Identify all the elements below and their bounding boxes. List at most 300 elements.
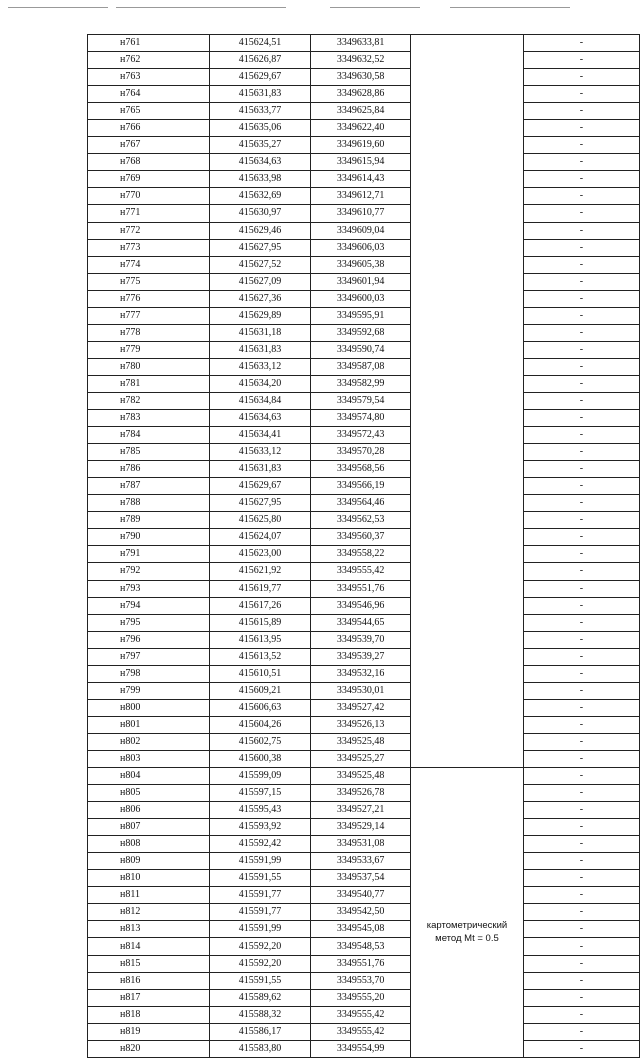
- point-name-cell: н767: [88, 137, 210, 154]
- x-coordinate-cell: 415635,27: [209, 137, 310, 154]
- table-row: [88, 972, 640, 989]
- dash-cell: -: [523, 1023, 639, 1040]
- coordinates-table-body: [88, 35, 640, 1058]
- method-cell: [411, 768, 524, 1058]
- table-row: [88, 682, 640, 699]
- dash-cell: -: [523, 375, 639, 392]
- table-row: [88, 86, 640, 103]
- x-coordinate-cell: 415604,26: [209, 716, 310, 733]
- x-coordinate-cell: 415630,97: [209, 205, 310, 222]
- dash-cell: -: [523, 870, 639, 887]
- x-coordinate-cell: 415597,15: [209, 785, 310, 802]
- x-coordinate-cell: 415621,92: [209, 563, 310, 580]
- dash-cell: -: [523, 938, 639, 955]
- x-coordinate-cell: 415631,83: [209, 86, 310, 103]
- dash-cell: -: [523, 853, 639, 870]
- table-row: [88, 597, 640, 614]
- point-name-cell: н776: [88, 290, 210, 307]
- dash-cell: -: [523, 427, 639, 444]
- table-row: [88, 870, 640, 887]
- table-row: [88, 648, 640, 665]
- table-row: [88, 716, 640, 733]
- dash-cell: -: [523, 461, 639, 478]
- y-coordinate-cell: 3349546,96: [311, 597, 411, 614]
- dash-cell: -: [523, 699, 639, 716]
- x-coordinate-cell: 415591,99: [209, 921, 310, 938]
- y-coordinate-cell: 3349542,50: [311, 904, 411, 921]
- point-name-cell: н777: [88, 307, 210, 324]
- table-row: [88, 699, 640, 716]
- table-row: [88, 239, 640, 256]
- y-coordinate-cell: 3349614,43: [311, 171, 411, 188]
- x-coordinate-cell: 415619,77: [209, 580, 310, 597]
- table-row: [88, 307, 640, 324]
- x-coordinate-cell: 415591,77: [209, 887, 310, 904]
- x-coordinate-cell: 415599,09: [209, 768, 310, 785]
- dash-cell: -: [523, 290, 639, 307]
- y-coordinate-cell: 3349590,74: [311, 341, 411, 358]
- x-coordinate-cell: 415629,46: [209, 222, 310, 239]
- dash-cell: -: [523, 580, 639, 597]
- y-coordinate-cell: 3349606,03: [311, 239, 411, 256]
- point-name-cell: н816: [88, 972, 210, 989]
- table-row: [88, 444, 640, 461]
- point-name-cell: н794: [88, 597, 210, 614]
- point-name-cell: н769: [88, 171, 210, 188]
- x-coordinate-cell: 415627,36: [209, 290, 310, 307]
- dash-cell: -: [523, 785, 639, 802]
- y-coordinate-cell: 3349605,38: [311, 256, 411, 273]
- table-row: [88, 529, 640, 546]
- table-row: [88, 580, 640, 597]
- dash-cell: -: [523, 273, 639, 290]
- table-row: [88, 614, 640, 631]
- table-row: [88, 631, 640, 648]
- table-row: [88, 103, 640, 120]
- point-name-cell: н770: [88, 188, 210, 205]
- dash-cell: -: [523, 597, 639, 614]
- x-coordinate-cell: 415592,42: [209, 836, 310, 853]
- y-coordinate-cell: 3349525,48: [311, 733, 411, 750]
- point-name-cell: н790: [88, 529, 210, 546]
- y-coordinate-cell: 3349633,81: [311, 35, 411, 52]
- table-row: [88, 938, 640, 955]
- table-row: [88, 324, 640, 341]
- y-coordinate-cell: 3349558,22: [311, 546, 411, 563]
- dash-cell: -: [523, 444, 639, 461]
- x-coordinate-cell: 415588,32: [209, 1006, 310, 1023]
- x-coordinate-cell: 415602,75: [209, 733, 310, 750]
- point-name-cell: н793: [88, 580, 210, 597]
- y-coordinate-cell: 3349533,67: [311, 853, 411, 870]
- y-coordinate-cell: 3349612,71: [311, 188, 411, 205]
- x-coordinate-cell: 415627,95: [209, 239, 310, 256]
- point-name-cell: н810: [88, 870, 210, 887]
- point-name-cell: н780: [88, 358, 210, 375]
- x-coordinate-cell: 415600,38: [209, 750, 310, 767]
- x-coordinate-cell: 415631,83: [209, 461, 310, 478]
- y-coordinate-cell: 3349595,91: [311, 307, 411, 324]
- table-row: [88, 154, 640, 171]
- table-row: [88, 768, 640, 785]
- dash-cell: -: [523, 392, 639, 409]
- y-coordinate-cell: 3349610,77: [311, 205, 411, 222]
- table-row: [88, 478, 640, 495]
- point-name-cell: н791: [88, 546, 210, 563]
- y-coordinate-cell: 3349531,08: [311, 836, 411, 853]
- x-coordinate-cell: 415615,89: [209, 614, 310, 631]
- point-name-cell: н768: [88, 154, 210, 171]
- table-row: [88, 188, 640, 205]
- y-coordinate-cell: 3349562,53: [311, 512, 411, 529]
- table-row: [88, 836, 640, 853]
- dash-cell: -: [523, 733, 639, 750]
- point-name-cell: н772: [88, 222, 210, 239]
- point-name-cell: н762: [88, 52, 210, 69]
- dash-cell: -: [523, 478, 639, 495]
- point-name-cell: н783: [88, 410, 210, 427]
- point-name-cell: н778: [88, 324, 210, 341]
- x-coordinate-cell: 415626,87: [209, 52, 310, 69]
- y-coordinate-cell: 3349600,03: [311, 290, 411, 307]
- table-row: [88, 665, 640, 682]
- table-row: [88, 410, 640, 427]
- table-row: [88, 392, 640, 409]
- point-name-cell: н792: [88, 563, 210, 580]
- table-row: [88, 989, 640, 1006]
- x-coordinate-cell: 415632,69: [209, 188, 310, 205]
- x-coordinate-cell: 415634,63: [209, 410, 310, 427]
- method-cell-upper: [411, 35, 524, 768]
- y-coordinate-cell: 3349564,46: [311, 495, 411, 512]
- point-name-cell: н817: [88, 989, 210, 1006]
- dash-cell: -: [523, 648, 639, 665]
- point-name-cell: н802: [88, 733, 210, 750]
- table-row: [88, 290, 640, 307]
- dash-cell: -: [523, 86, 639, 103]
- x-coordinate-cell: 415633,98: [209, 171, 310, 188]
- header-rule-mid: [116, 7, 286, 8]
- table-row: [88, 853, 640, 870]
- point-name-cell: н775: [88, 273, 210, 290]
- table-row: [88, 785, 640, 802]
- x-coordinate-cell: 415583,80: [209, 1040, 310, 1057]
- y-coordinate-cell: 3349539,27: [311, 648, 411, 665]
- x-coordinate-cell: 415591,55: [209, 972, 310, 989]
- y-coordinate-cell: 3349525,48: [311, 768, 411, 785]
- dash-cell: -: [523, 188, 639, 205]
- y-coordinate-cell: 3349553,70: [311, 972, 411, 989]
- x-coordinate-cell: 415586,17: [209, 1023, 310, 1040]
- y-coordinate-cell: 3349628,86: [311, 86, 411, 103]
- dash-cell: -: [523, 35, 639, 52]
- point-name-cell: н815: [88, 955, 210, 972]
- dash-cell: -: [523, 836, 639, 853]
- point-name-cell: н797: [88, 648, 210, 665]
- point-name-cell: н761: [88, 35, 210, 52]
- dash-cell: -: [523, 137, 639, 154]
- coordinates-table: [87, 34, 640, 1058]
- y-coordinate-cell: 3349555,42: [311, 1023, 411, 1040]
- table-row: [88, 955, 640, 972]
- table-row: [88, 887, 640, 904]
- table-row: [88, 1023, 640, 1040]
- table-row: [88, 358, 640, 375]
- dash-cell: -: [523, 495, 639, 512]
- point-name-cell: н812: [88, 904, 210, 921]
- dash-cell: -: [523, 563, 639, 580]
- dash-cell: -: [523, 768, 639, 785]
- point-name-cell: н803: [88, 750, 210, 767]
- dash-cell: -: [523, 716, 639, 733]
- y-coordinate-cell: 3349548,53: [311, 938, 411, 955]
- y-coordinate-cell: 3349555,42: [311, 1006, 411, 1023]
- dash-cell: -: [523, 614, 639, 631]
- dash-cell: -: [523, 819, 639, 836]
- point-name-cell: н813: [88, 921, 210, 938]
- y-coordinate-cell: 3349544,65: [311, 614, 411, 631]
- point-name-cell: н764: [88, 86, 210, 103]
- x-coordinate-cell: 415627,95: [209, 495, 310, 512]
- x-coordinate-cell: 415634,41: [209, 427, 310, 444]
- y-coordinate-cell: 3349625,84: [311, 103, 411, 120]
- point-name-cell: н800: [88, 699, 210, 716]
- point-name-cell: н805: [88, 785, 210, 802]
- point-name-cell: н806: [88, 802, 210, 819]
- x-coordinate-cell: 415633,77: [209, 103, 310, 120]
- y-coordinate-cell: 3349570,28: [311, 444, 411, 461]
- table-row: [88, 120, 640, 137]
- point-name-cell: н818: [88, 1006, 210, 1023]
- dash-cell: -: [523, 120, 639, 137]
- x-coordinate-cell: 415610,51: [209, 665, 310, 682]
- table-row: [88, 341, 640, 358]
- y-coordinate-cell: 3349537,54: [311, 870, 411, 887]
- x-coordinate-cell: 415593,92: [209, 819, 310, 836]
- y-coordinate-cell: 3349554,99: [311, 1040, 411, 1057]
- table-row: [88, 563, 640, 580]
- method-line-1: картометрический: [426, 920, 508, 932]
- y-coordinate-cell: 3349619,60: [311, 137, 411, 154]
- point-name-cell: н795: [88, 614, 210, 631]
- x-coordinate-cell: 415627,52: [209, 256, 310, 273]
- table-row: [88, 273, 640, 290]
- table-row: [88, 495, 640, 512]
- x-coordinate-cell: 415613,52: [209, 648, 310, 665]
- table-row: [88, 733, 640, 750]
- point-name-cell: н781: [88, 375, 210, 392]
- point-name-cell: н771: [88, 205, 210, 222]
- x-coordinate-cell: 415634,20: [209, 375, 310, 392]
- x-coordinate-cell: 415595,43: [209, 802, 310, 819]
- point-name-cell: н799: [88, 682, 210, 699]
- y-coordinate-cell: 3349530,01: [311, 682, 411, 699]
- table-row: [88, 750, 640, 767]
- table-row: [88, 35, 640, 52]
- y-coordinate-cell: 3349545,08: [311, 921, 411, 938]
- table-row: [88, 904, 640, 921]
- y-coordinate-cell: 3349630,58: [311, 69, 411, 86]
- x-coordinate-cell: 415591,77: [209, 904, 310, 921]
- dash-cell: -: [523, 256, 639, 273]
- dash-cell: -: [523, 222, 639, 239]
- x-coordinate-cell: 415631,18: [209, 324, 310, 341]
- x-coordinate-cell: 415609,21: [209, 682, 310, 699]
- method-line-2: метод Mt = 0.5: [435, 933, 499, 945]
- x-coordinate-cell: 415629,67: [209, 69, 310, 86]
- header-rule-right: [330, 7, 420, 8]
- header-rule-left: [8, 7, 108, 8]
- point-name-cell: н807: [88, 819, 210, 836]
- y-coordinate-cell: 3349572,43: [311, 427, 411, 444]
- x-coordinate-cell: 415617,26: [209, 597, 310, 614]
- dash-cell: -: [523, 324, 639, 341]
- point-name-cell: н820: [88, 1040, 210, 1057]
- point-name-cell: н811: [88, 887, 210, 904]
- y-coordinate-cell: 3349526,78: [311, 785, 411, 802]
- dash-cell: -: [523, 205, 639, 222]
- dash-cell: -: [523, 750, 639, 767]
- x-coordinate-cell: 415624,07: [209, 529, 310, 546]
- dash-cell: -: [523, 239, 639, 256]
- x-coordinate-cell: 415591,55: [209, 870, 310, 887]
- dash-cell: -: [523, 52, 639, 69]
- table-row: [88, 546, 640, 563]
- dash-cell: -: [523, 972, 639, 989]
- x-coordinate-cell: 415606,63: [209, 699, 310, 716]
- point-name-cell: н773: [88, 239, 210, 256]
- point-name-cell: н779: [88, 341, 210, 358]
- table-row: [88, 427, 640, 444]
- point-name-cell: н814: [88, 938, 210, 955]
- table-row: [88, 1006, 640, 1023]
- dash-cell: -: [523, 1006, 639, 1023]
- x-coordinate-cell: 415591,99: [209, 853, 310, 870]
- x-coordinate-cell: 415635,06: [209, 120, 310, 137]
- table-row: [88, 171, 640, 188]
- x-coordinate-cell: 415629,89: [209, 307, 310, 324]
- y-coordinate-cell: 3349527,21: [311, 802, 411, 819]
- table-row: [88, 819, 640, 836]
- dash-cell: -: [523, 887, 639, 904]
- y-coordinate-cell: 3349551,76: [311, 955, 411, 972]
- dash-cell: -: [523, 358, 639, 375]
- dash-cell: -: [523, 410, 639, 427]
- point-name-cell: н784: [88, 427, 210, 444]
- table-row: [88, 256, 640, 273]
- y-coordinate-cell: 3349540,77: [311, 887, 411, 904]
- table-row: [88, 52, 640, 69]
- point-name-cell: н796: [88, 631, 210, 648]
- table-row: [88, 69, 640, 86]
- y-coordinate-cell: 3349609,04: [311, 222, 411, 239]
- point-name-cell: н801: [88, 716, 210, 733]
- table-row: [88, 1040, 640, 1057]
- point-name-cell: н804: [88, 768, 210, 785]
- table-row: [88, 512, 640, 529]
- y-coordinate-cell: 3349532,16: [311, 665, 411, 682]
- y-coordinate-cell: 3349560,37: [311, 529, 411, 546]
- dash-cell: -: [523, 307, 639, 324]
- dash-cell: -: [523, 1040, 639, 1057]
- dash-cell: -: [523, 955, 639, 972]
- point-name-cell: н819: [88, 1023, 210, 1040]
- y-coordinate-cell: 3349601,94: [311, 273, 411, 290]
- point-name-cell: н774: [88, 256, 210, 273]
- point-name-cell: н763: [88, 69, 210, 86]
- dash-cell: -: [523, 989, 639, 1006]
- y-coordinate-cell: 3349555,20: [311, 989, 411, 1006]
- dash-cell: -: [523, 682, 639, 699]
- y-coordinate-cell: 3349579,54: [311, 392, 411, 409]
- point-name-cell: н808: [88, 836, 210, 853]
- y-coordinate-cell: 3349566,19: [311, 478, 411, 495]
- y-coordinate-cell: 3349527,42: [311, 699, 411, 716]
- point-name-cell: н782: [88, 392, 210, 409]
- point-name-cell: н798: [88, 665, 210, 682]
- dash-cell: -: [523, 171, 639, 188]
- y-coordinate-cell: 3349539,70: [311, 631, 411, 648]
- y-coordinate-cell: 3349615,94: [311, 154, 411, 171]
- dash-cell: -: [523, 631, 639, 648]
- x-coordinate-cell: 415634,63: [209, 154, 310, 171]
- x-coordinate-cell: 415633,12: [209, 358, 310, 375]
- point-name-cell: н786: [88, 461, 210, 478]
- y-coordinate-cell: 3349526,13: [311, 716, 411, 733]
- table-row: [88, 375, 640, 392]
- x-coordinate-cell: 415589,62: [209, 989, 310, 1006]
- dash-cell: -: [523, 802, 639, 819]
- y-coordinate-cell: 3349525,27: [311, 750, 411, 767]
- x-coordinate-cell: 415613,95: [209, 631, 310, 648]
- x-coordinate-cell: 415633,12: [209, 444, 310, 461]
- dash-cell: -: [523, 154, 639, 171]
- dash-cell: -: [523, 904, 639, 921]
- point-name-cell: н809: [88, 853, 210, 870]
- dash-cell: -: [523, 69, 639, 86]
- dash-cell: -: [523, 529, 639, 546]
- y-coordinate-cell: 3349551,76: [311, 580, 411, 597]
- point-name-cell: н787: [88, 478, 210, 495]
- x-coordinate-cell: 415625,80: [209, 512, 310, 529]
- header-rule-far-right: [450, 7, 570, 8]
- y-coordinate-cell: 3349555,42: [311, 563, 411, 580]
- x-coordinate-cell: 415627,09: [209, 273, 310, 290]
- dash-cell: -: [523, 665, 639, 682]
- point-name-cell: н766: [88, 120, 210, 137]
- y-coordinate-cell: 3349592,68: [311, 324, 411, 341]
- table-row: [88, 137, 640, 154]
- point-name-cell: н785: [88, 444, 210, 461]
- x-coordinate-cell: 415634,84: [209, 392, 310, 409]
- y-coordinate-cell: 3349622,40: [311, 120, 411, 137]
- y-coordinate-cell: 3349529,14: [311, 819, 411, 836]
- x-coordinate-cell: 415631,83: [209, 341, 310, 358]
- dash-cell: -: [523, 921, 639, 938]
- x-coordinate-cell: 415592,20: [209, 955, 310, 972]
- y-coordinate-cell: 3349582,99: [311, 375, 411, 392]
- point-name-cell: н765: [88, 103, 210, 120]
- y-coordinate-cell: 3349568,56: [311, 461, 411, 478]
- y-coordinate-cell: 3349587,08: [311, 358, 411, 375]
- table-row: [88, 921, 640, 938]
- table-row: [88, 802, 640, 819]
- x-coordinate-cell: 415624,51: [209, 35, 310, 52]
- table-row: [88, 222, 640, 239]
- dash-cell: -: [523, 546, 639, 563]
- x-coordinate-cell: 415592,20: [209, 938, 310, 955]
- point-name-cell: н789: [88, 512, 210, 529]
